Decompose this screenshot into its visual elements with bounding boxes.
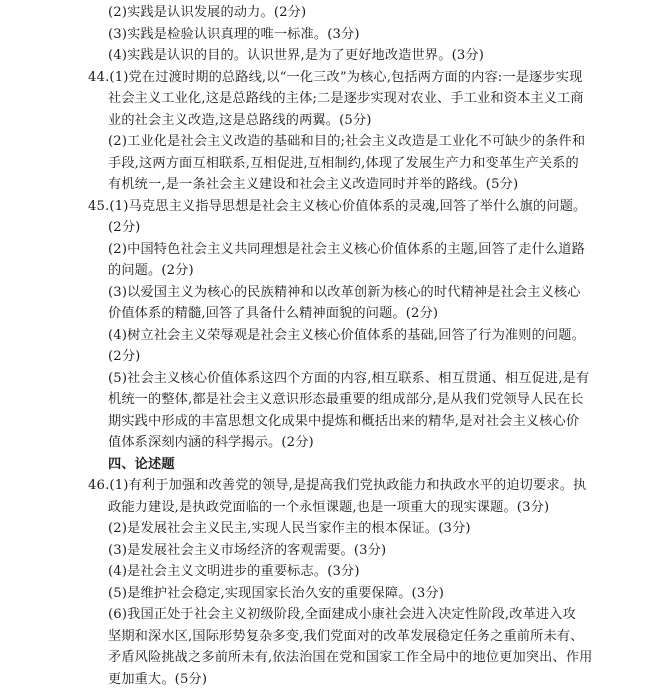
text-line: (6)我国正处于社会主义初级阶段,全面建成小康社会进入决定性阶段,改革进入攻	[108, 607, 576, 622]
text-line: 期实践中形成的丰富思想文化成果中提炼和概括出来的精华,是对社会主义核心价	[108, 414, 580, 429]
question-45-line: 45.(1)马克思主义指导思想是社会主义核心价值体系的灵魂,回答了举什么旗的问题。	[88, 199, 587, 214]
question-44-line: 44.(1)党在过渡时期的总路线,以“一化三改”为核心,包括两方面的内容:一是逐步实现	[88, 70, 583, 85]
text-line: (2)是发展社会主义民主,实现人民当家作主的根本保证。(3分)	[108, 521, 471, 536]
text-line: 业的社会主义改造,这是总路线的两翼。(5分)	[108, 113, 372, 128]
text-line: 有机统一,是一条社会主义建设和社会主义改造同时并举的路线。(5分)	[108, 177, 519, 192]
text-line: 值体系深刻内涵的科学揭示。(2分)	[108, 435, 314, 450]
text-line: (2分)	[108, 220, 141, 235]
text-line: (3)实践是检验认识真理的唯一标准。(3分)	[108, 27, 360, 42]
text-line: 手段,这两方面互相联系,互相促进,互相制约,体现了发展生产力和变革生产关系的	[108, 156, 579, 171]
text-line: (4)树立社会主义荣辱观是社会主义核心价值体系的基础,回答了行为准则的问题。	[108, 328, 585, 343]
question-46-line: 46.(1)有利于加强和改善党的领导,是提高我们党执政能力和执政水平的迫切要求。执	[88, 478, 587, 493]
text-line: (5)是维护社会稳定,实现国家长治久安的重要保障。(3分)	[108, 586, 445, 601]
text-line: (2)实践是认识发展的动力。(2分)	[108, 5, 307, 20]
text-line: 的问题。(2分)	[108, 263, 194, 278]
text-line: (4)实践是认识的目的。认识世界,是为了更好地改造世界。(3分)	[108, 48, 485, 63]
text-line: (5)社会主义核心价值体系这四个方面的内容,相互联系、相互贯通、相互促进,是有	[108, 371, 590, 386]
text-line: (2)工业化是社会主义改造的基础和目的;社会主义改造是工业化不可缺少的条件和	[108, 134, 586, 149]
text-line: 坚期和深水区,国际形势复杂多变,我们党面对的改革发展稳定任务之重前所未有、	[108, 629, 584, 644]
text-line: 机统一的整体,都是社会主义意识形态最重要的组成部分,是从我们党领导人民在长	[108, 392, 584, 407]
text-line: 矛盾风险挑战之多前所未有,依法治国在党和国家工作全局中的地位更加突出、作用	[108, 650, 593, 665]
text-line: 政能力建设,是执政党面临的一个永恒课题,也是一项重大的现实课题。(3分)	[108, 500, 550, 515]
text-line: (2)中国特色社会主义共同理想是社会主义核心价值体系的主题,回答了走什么道路	[108, 242, 585, 257]
text-line: 价值体系的精髓,回答了具备什么精神面貌的问题。(2分)	[108, 306, 439, 321]
text-line: (3)是发展社会主义市场经济的客观需要。(3分)	[108, 543, 387, 558]
text-line: (3)以爱国主义为核心的民族精神和以改革创新为核心的时代精神是社会主义核心	[108, 285, 581, 300]
section-heading: 四、论述题	[108, 457, 175, 472]
text-line: 更加重大。(5分)	[108, 672, 208, 687]
text-line: (2分)	[108, 349, 141, 364]
text-line: 社会主义工业化,这是总路线的主体;二是逐步实现对农业、手工业和资本主义工商	[108, 91, 584, 106]
text-line: (4)是社会主义文明进步的重要标志。(3分)	[108, 564, 360, 579]
